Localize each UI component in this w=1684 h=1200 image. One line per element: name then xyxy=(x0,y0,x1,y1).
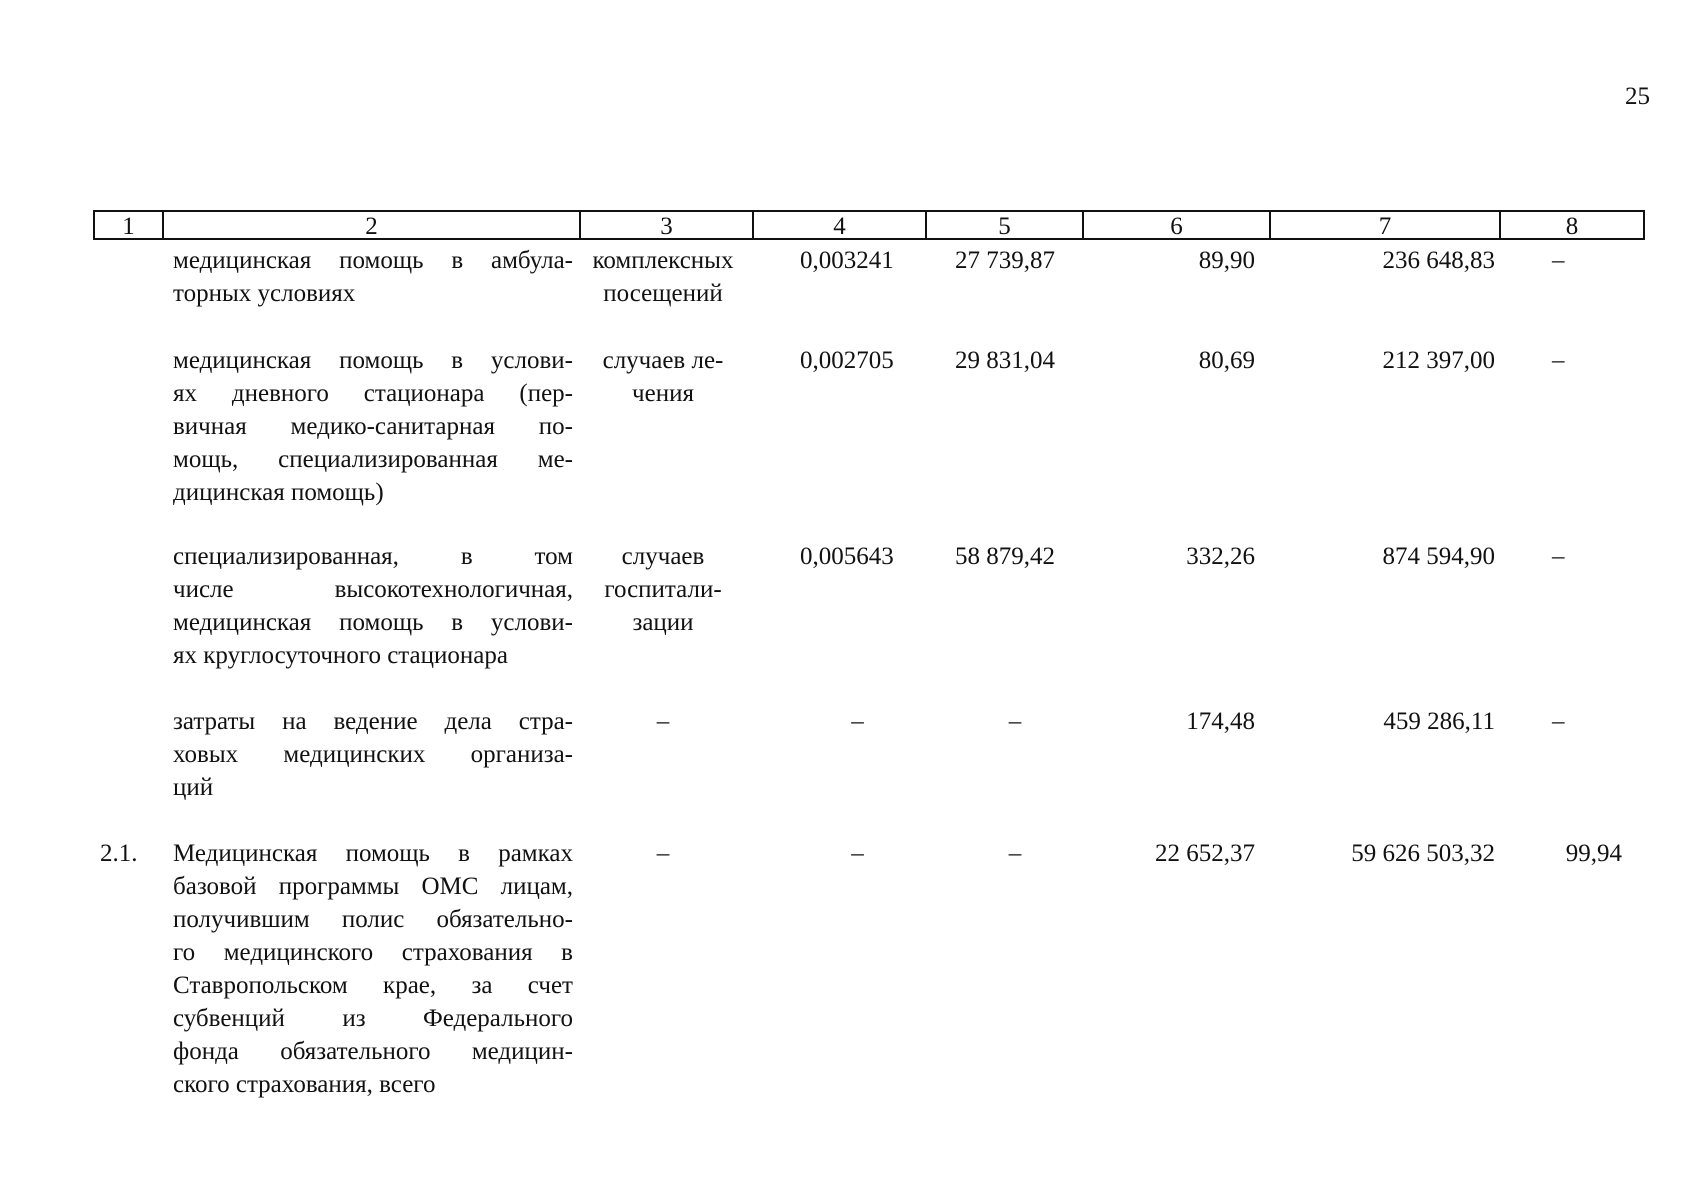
row-col8-value: 99,94 xyxy=(1565,840,1622,867)
row-name-line: получившим полис обязательно- xyxy=(173,906,573,933)
row-col6-value: 89,90 xyxy=(1198,247,1255,274)
row-unit xyxy=(578,344,748,410)
row-col8-value: – xyxy=(1552,543,1565,570)
row-name-line: базовой программы ОМС лицам, xyxy=(173,873,573,900)
row-name-line: ского страхования, всего xyxy=(173,1071,436,1098)
row-col4-value: 0,002705 xyxy=(800,347,894,374)
row-name xyxy=(173,540,573,672)
column-header-4: 4 xyxy=(753,210,926,240)
row-number: 2.1. xyxy=(100,840,138,867)
row-name-line: дицинская помощь) xyxy=(173,479,384,506)
row-col7-value: 212 397,00 xyxy=(1382,347,1495,374)
row-name xyxy=(173,344,573,509)
column-header-7: 7 xyxy=(1270,210,1500,240)
row-unit xyxy=(578,244,748,310)
row-name-line: ях дневного стационара (пер- xyxy=(173,380,573,407)
row-name-line: ях круглосуточного стационара xyxy=(173,642,508,669)
row-col8-value: – xyxy=(1552,347,1565,374)
row-col8-value: – xyxy=(1552,708,1565,735)
row-col7-value: 236 648,83 xyxy=(1382,247,1495,274)
row-col5-value: – xyxy=(1008,708,1022,735)
row-col7-value: 874 594,90 xyxy=(1382,543,1495,570)
column-header-6: 6 xyxy=(1083,210,1270,240)
row-col5-value: 27 739,87 xyxy=(955,247,1055,274)
row-col8-value: – xyxy=(1552,247,1565,274)
row-col6-value: 332,26 xyxy=(1186,543,1255,570)
row-unit-line: случаев xyxy=(621,543,705,570)
row-col5-value: – xyxy=(1008,840,1022,867)
table-header-row xyxy=(93,210,1655,242)
row-name-line: фонда обязательного медицин- xyxy=(173,1038,573,1065)
row-col7-value: 59 626 503,32 xyxy=(1351,840,1495,867)
row-name-line: медицинская помощь в амбула- xyxy=(173,247,573,274)
row-unit-line: – xyxy=(656,840,670,867)
row-col5-value: 29 831,04 xyxy=(955,347,1055,374)
row-unit-line: комплексных xyxy=(592,247,734,274)
column-header-8: 8 xyxy=(1500,210,1645,240)
column-header-2: 2 xyxy=(163,210,580,240)
row-col5-value: 58 879,42 xyxy=(955,543,1055,570)
column-header-3: 3 xyxy=(580,210,753,240)
column-header-5: 5 xyxy=(926,210,1083,240)
row-name-line: вичная медико-санитарная по- xyxy=(173,413,573,440)
row-name-line: Медицинская помощь в рамках xyxy=(173,840,573,867)
row-name-line: торных условиях xyxy=(173,280,356,307)
row-name xyxy=(173,705,573,804)
row-name xyxy=(173,837,573,1101)
row-unit-line: случаев ле- xyxy=(602,347,724,374)
row-name-line: ций xyxy=(173,774,214,801)
row-unit-line: посещений xyxy=(603,280,723,307)
row-col6-value: 22 652,37 xyxy=(1155,840,1255,867)
row-unit xyxy=(578,705,748,738)
row-name-line: медицинская помощь в услови- xyxy=(173,609,573,636)
row-name-line: медицинская помощь в услови- xyxy=(173,347,573,374)
row-col6-value: 174,48 xyxy=(1186,708,1255,735)
row-name-line: ховых медицинских организа- xyxy=(173,741,573,768)
row-unit-line: зации xyxy=(632,609,694,636)
row-name-line: затраты на ведение дела стра- xyxy=(173,708,573,735)
row-unit xyxy=(578,837,748,870)
row-name-line: специализированная, в том xyxy=(173,543,573,570)
row-col4-value: 0,005643 xyxy=(800,543,894,570)
row-name-line: мощь, специализированная ме- xyxy=(173,446,573,473)
page-number: 25 xyxy=(1625,83,1650,110)
row-unit xyxy=(578,540,748,639)
row-col7-value: 459 286,11 xyxy=(1383,708,1495,735)
row-col6-value: 80,69 xyxy=(1198,347,1255,374)
row-col4-value: – xyxy=(851,708,864,735)
row-col4-value: – xyxy=(851,840,864,867)
row-name-line: субвенций из Федерального xyxy=(173,1005,573,1032)
column-header-1: 1 xyxy=(93,210,163,240)
row-name-line: числе высокотехнологичная, xyxy=(173,576,573,603)
row-col4-value: 0,003241 xyxy=(800,247,894,274)
row-name xyxy=(173,244,573,310)
row-unit-line: – xyxy=(656,708,670,735)
row-unit-line: чения xyxy=(632,380,694,407)
row-unit-line: госпитали- xyxy=(604,576,722,603)
row-name-line: го медицинского страхования в xyxy=(173,939,573,966)
row-name-line: Ставропольском крае, за счет xyxy=(173,972,573,999)
